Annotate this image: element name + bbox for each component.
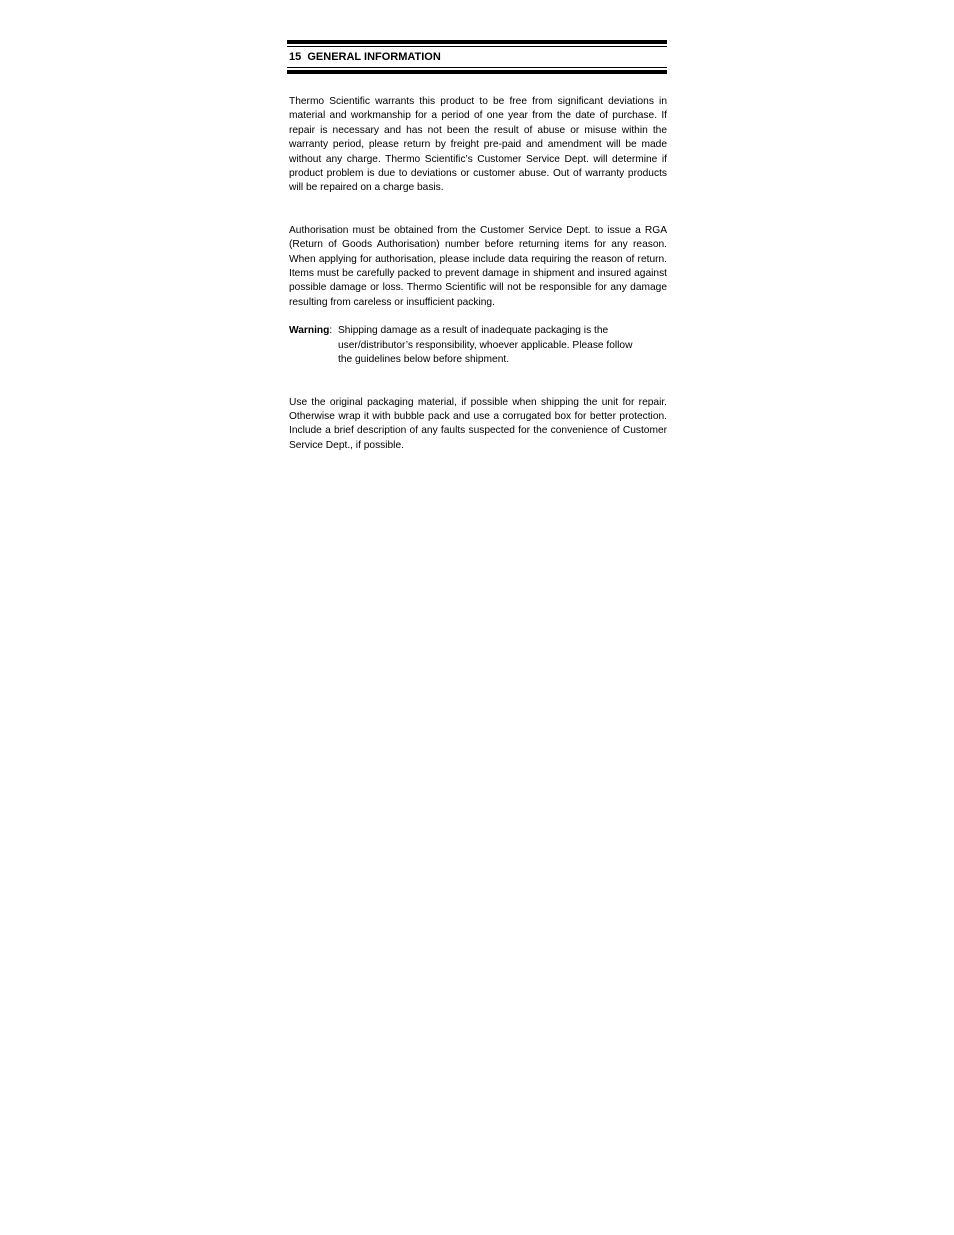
authorisation-paragraph: Authorisation must be obtained from the Customer Service Dept. to issue a RGA (Return of Goods Authorisation) number before returning items for any reason. When applying for authorisation, please include data requiring the reason of return. Items must be carefully packed to prevent damage in shipment and insured against possible damage or loss. Thermo Scientific will not be responsible for any damage resulting from careless or insufficient packing. — [289, 224, 667, 308]
warning-label — [289, 324, 338, 367]
section-title: GENERAL INFORMATION — [307, 51, 441, 63]
section-heading — [287, 47, 667, 67]
warning-note — [287, 324, 667, 367]
warning-label-text: Warning — [289, 325, 330, 337]
header-rule-thin-bottom — [287, 67, 667, 68]
warning-text: Shipping damage as a result of inadequate packaging is the user/distributor’s responsibility, whoever applicable. Please follow the guidelines below before shipment. — [338, 325, 633, 366]
document-page — [287, 40, 667, 453]
warranty-paragraph: Thermo Scientific warrants this product to be free from significant deviations in material and workmanship for a period of one year from the date of purchase. If repair is necessary and has not been the result of abuse or misuse within the warranty period, please return by freight pre-paid and amendment will be made without any charge. Thermo Scientific’s Customer Service Dept. will determine if product problem is due to deviations or customer abuse. Out of warranty products will be repaired on a charge basis. — [289, 96, 667, 194]
header-rule-thick-top — [287, 40, 667, 44]
header-rule-thick-bottom — [287, 70, 667, 74]
warning-label-separator: : — [329, 325, 333, 337]
packaging-paragraph: Use the original packaging material, if possible when shipping the unit for repair. Otherwise wrap it with bubble pack and use a corrugated box for better protection. Include a brief description of any faults suspected for the convenience of Customer Service Dept., if possible. — [289, 396, 667, 451]
section-number: 15 — [289, 51, 302, 63]
